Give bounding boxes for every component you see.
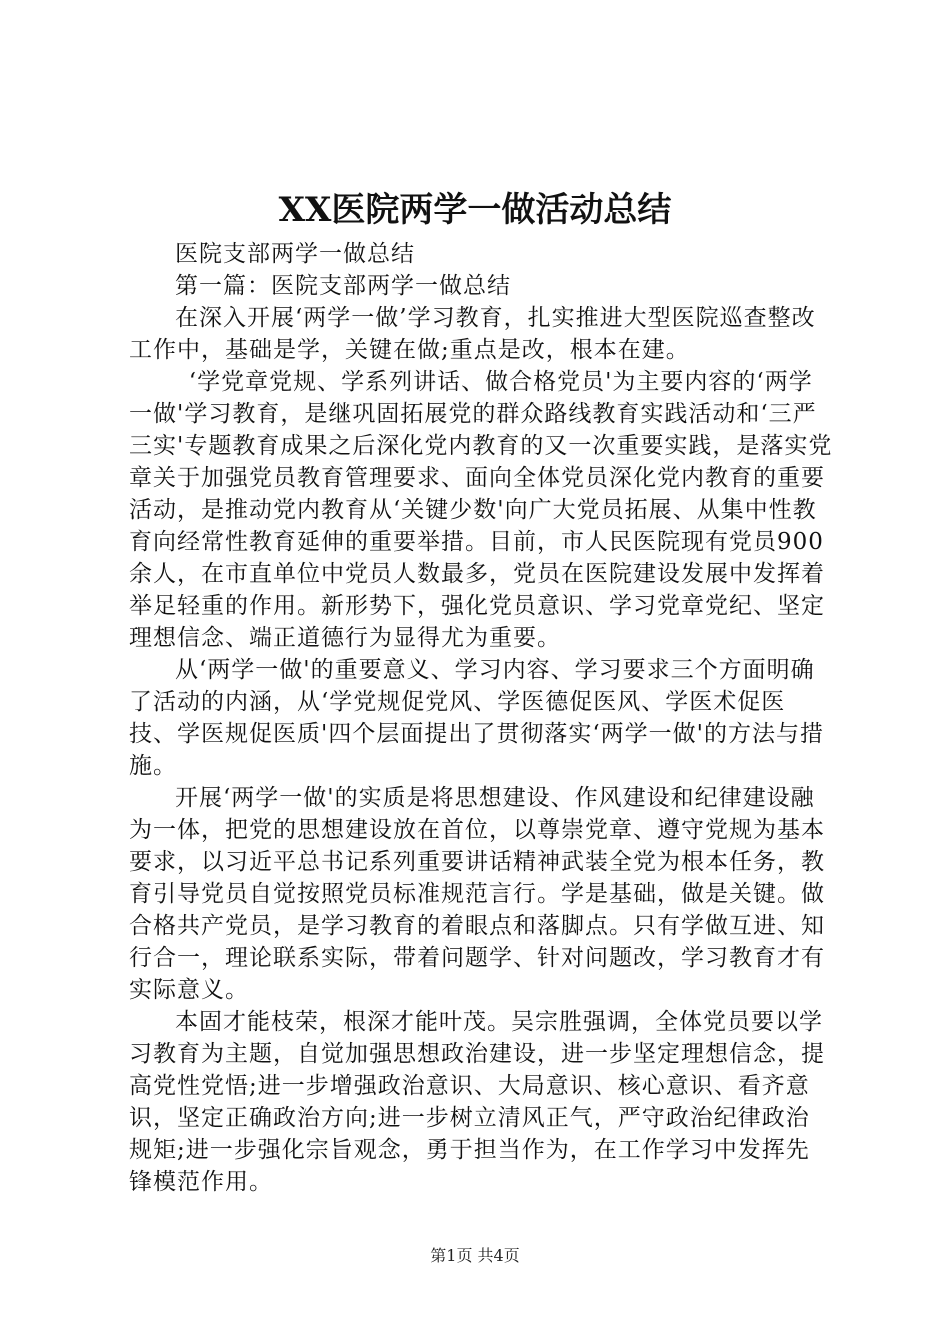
paragraph-essence: 开展‘两学一做'的实质是将思想建设、作风建设和纪律建设融为一体，把党的思想建设放在首位，以尊崇党章、遵守党规为基本要求，以习近平总书记系列重要讲话精神武装全党为根本任务，教育引导党员自觉按照党员标准规范言行。学是基础，做是关键。做合格共产党员，是学习教育的着眼点和落脚点。只有学做互进、知行合一，理论联系实际，带着问题学、针对问题改，学习教育才有实际意义。 [129, 785, 825, 1003]
paragraph-main-content: ‘学党章党规、学系列讲话、做合格党员'为主要内容的‘两学一做'学习教育，是继巩固拓展党的群众路线教育实践活动和‘三严三实'专题教育成果之后深化党内教育的又一次重要实践，是落实党章关于加强党员教育管理要求、面向全体党员深化党内教育的重要活动，是推动党内教育从‘关键少数'向广大党员拓展、从集中性教育向经常性教育延伸的重要举措。目前，市人民医院现有党员900余人，在市直单位中党员人数最多，党员在医院建设发展中发挥着举足轻重的作用。新形势下，强化党员意识、学习党章党纪、坚定理想信念、端正道德行为显得尤为重要。 [129, 369, 833, 651]
paragraph-subtitle: 医院支部两学一做总结 [175, 241, 415, 267]
paragraph-section-heading: 第一篇：医院支部两学一做总结 [175, 273, 511, 299]
paragraph-intro: 在深入开展‘两学一做’学习教育，扎实推进大型医院巡查整改工作中，基础是学，关键在做;重点是改，根本在建。 [129, 305, 816, 363]
document-title: XX医院两学一做活动总结 [278, 190, 672, 230]
page-footer: 第1页 共4页 [430, 1246, 520, 1265]
document-body [129, 238, 833, 1198]
paragraph-conclusion: 本固才能枝荣，根深才能叶茂。吴宗胜强调，全体党员要以学习教育为主题，自觉加强思想政治建设，进一步坚定理想信念，提高党性党悟;进一步增强政治意识、大局意识、核心意识、看齐意识，坚定正确政治方向;进一步树立清风正气，严守政治纪律政治规矩;进一步强化宗旨观念，勇于担当作为，在工作学习中发挥先锋模范作用。 [129, 1009, 825, 1195]
paragraph-meaning: 从‘两学一做'的重要意义、学习内容、学习要求三个方面明确了活动的内涵，从‘学党规促党风、学医德促医风、学医术促医技、学医规促医质'四个层面提出了贯彻落实‘两学一做'的方法与措施。 [129, 657, 824, 779]
